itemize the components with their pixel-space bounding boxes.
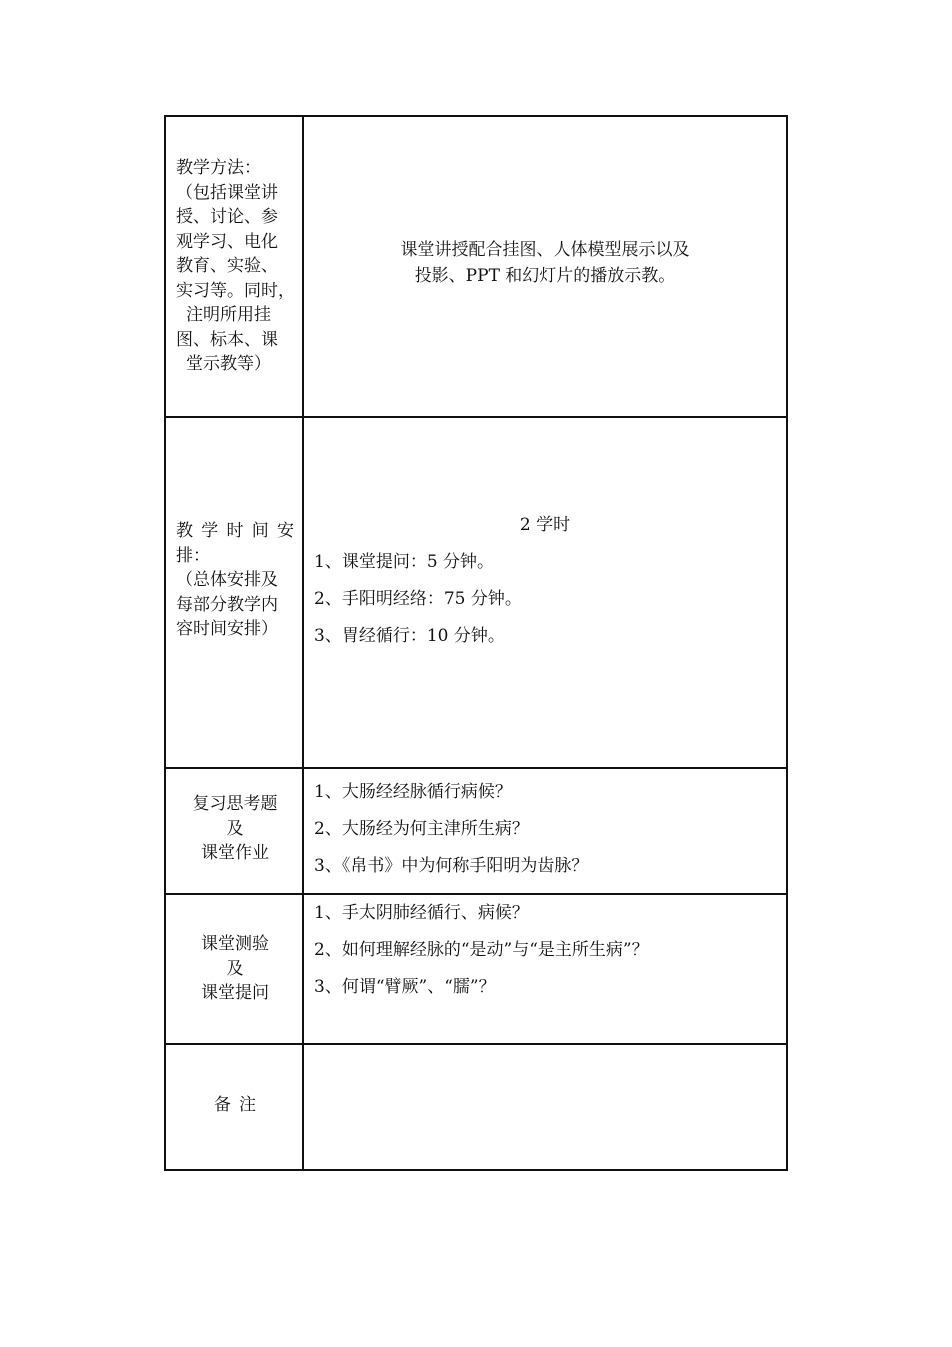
review-questions-content [304, 780, 786, 879]
row-class-quiz [165, 894, 787, 1044]
time-arrangement-title-2: 排： [176, 545, 210, 566]
review-item-2: 2、大肠经为何主津所生病？ [314, 818, 529, 839]
remarks-label-cell [165, 1044, 303, 1170]
quiz-item-2: 2、如何理解经脉的“是动”与“是主所生病”？ [314, 940, 649, 960]
time-arrangement-note-3: 容时间安排） [176, 619, 278, 640]
class-quiz-label-cell [165, 894, 303, 1044]
teaching-methods-title: 教学方法： [176, 158, 261, 179]
teaching-methods-content [304, 237, 786, 289]
review-questions-label-2: 及 [226, 818, 244, 839]
teaching-methods-note-3: 观学习、电化 [176, 231, 278, 252]
time-arrangement-content [304, 513, 786, 649]
class-quiz-label-2: 及 [226, 958, 244, 979]
class-quiz-label-3: 课堂提问 [201, 983, 269, 1004]
teaching-methods-label [166, 156, 302, 377]
teaching-methods-note-1: （包括课堂讲 [176, 182, 278, 203]
row-teaching-methods [165, 116, 787, 417]
time-arrangement-note-2: 每部分教学内 [176, 594, 278, 615]
class-quiz-content-cell [303, 894, 787, 1044]
quiz-item-1: 1、手太阴肺经循行、病候？ [314, 903, 529, 923]
teaching-methods-line-1: 课堂讲授配合挂图、人体模型展示以及 [400, 239, 690, 260]
time-item-3: 3、胃经循行：10 分钟。 [314, 625, 505, 646]
row-time-arrangement [165, 417, 787, 768]
teaching-methods-content-cell [303, 116, 787, 417]
time-arrangement-label [166, 519, 302, 642]
teaching-methods-note-7: 图、标本、课 [176, 329, 278, 350]
total-hours: 2 学时 [519, 514, 571, 535]
remarks-label-wrap [166, 1093, 302, 1118]
review-questions-content-cell [303, 768, 787, 894]
time-arrangement-content-cell [303, 417, 787, 768]
time-arrangement-note-1: （总体安排及 [176, 570, 278, 591]
teaching-methods-line-2: 投影、PPT 和幻灯片的播放示教。 [414, 265, 676, 286]
time-item-2: 2、手阳明经络：75 分钟。 [314, 588, 522, 609]
row-remarks [165, 1044, 787, 1170]
row-review-questions [165, 768, 787, 894]
lesson-plan-table [164, 115, 788, 1171]
review-questions-label [166, 792, 302, 866]
time-item-1: 1、课堂提问：5 分钟。 [314, 551, 495, 572]
review-item-1: 1、大肠经经脉循行病候？ [314, 781, 512, 802]
teaching-methods-note-4: 教育、实验、 [176, 256, 278, 277]
teaching-methods-note-6: 注明所用挂 [186, 305, 271, 326]
class-quiz-content [304, 895, 786, 1000]
review-questions-label-3: 课堂作业 [201, 843, 269, 864]
teaching-methods-note-2: 授、讨论、参 [176, 207, 278, 228]
teaching-methods-label-cell [165, 116, 303, 417]
class-quiz-label [166, 932, 302, 1006]
time-arrangement-label-cell [165, 417, 303, 768]
teaching-methods-note-5: 实习等。同时， [176, 280, 295, 301]
remarks-label: 备注 [214, 1094, 264, 1115]
review-questions-label-cell [165, 768, 303, 894]
review-item-3: 3、《帛书》中为何称手阳明为齿脉？ [314, 855, 589, 876]
class-quiz-label-1: 课堂测验 [201, 934, 269, 955]
remarks-content-cell [303, 1044, 787, 1170]
quiz-item-3: 3、何谓“臂厥”、“臑”？ [314, 977, 496, 997]
teaching-methods-note-8: 堂示教等） [186, 354, 271, 375]
time-arrangement-title-1: 教 学 时 间 安 [176, 521, 294, 542]
review-questions-label-1: 复习思考题 [192, 794, 278, 815]
